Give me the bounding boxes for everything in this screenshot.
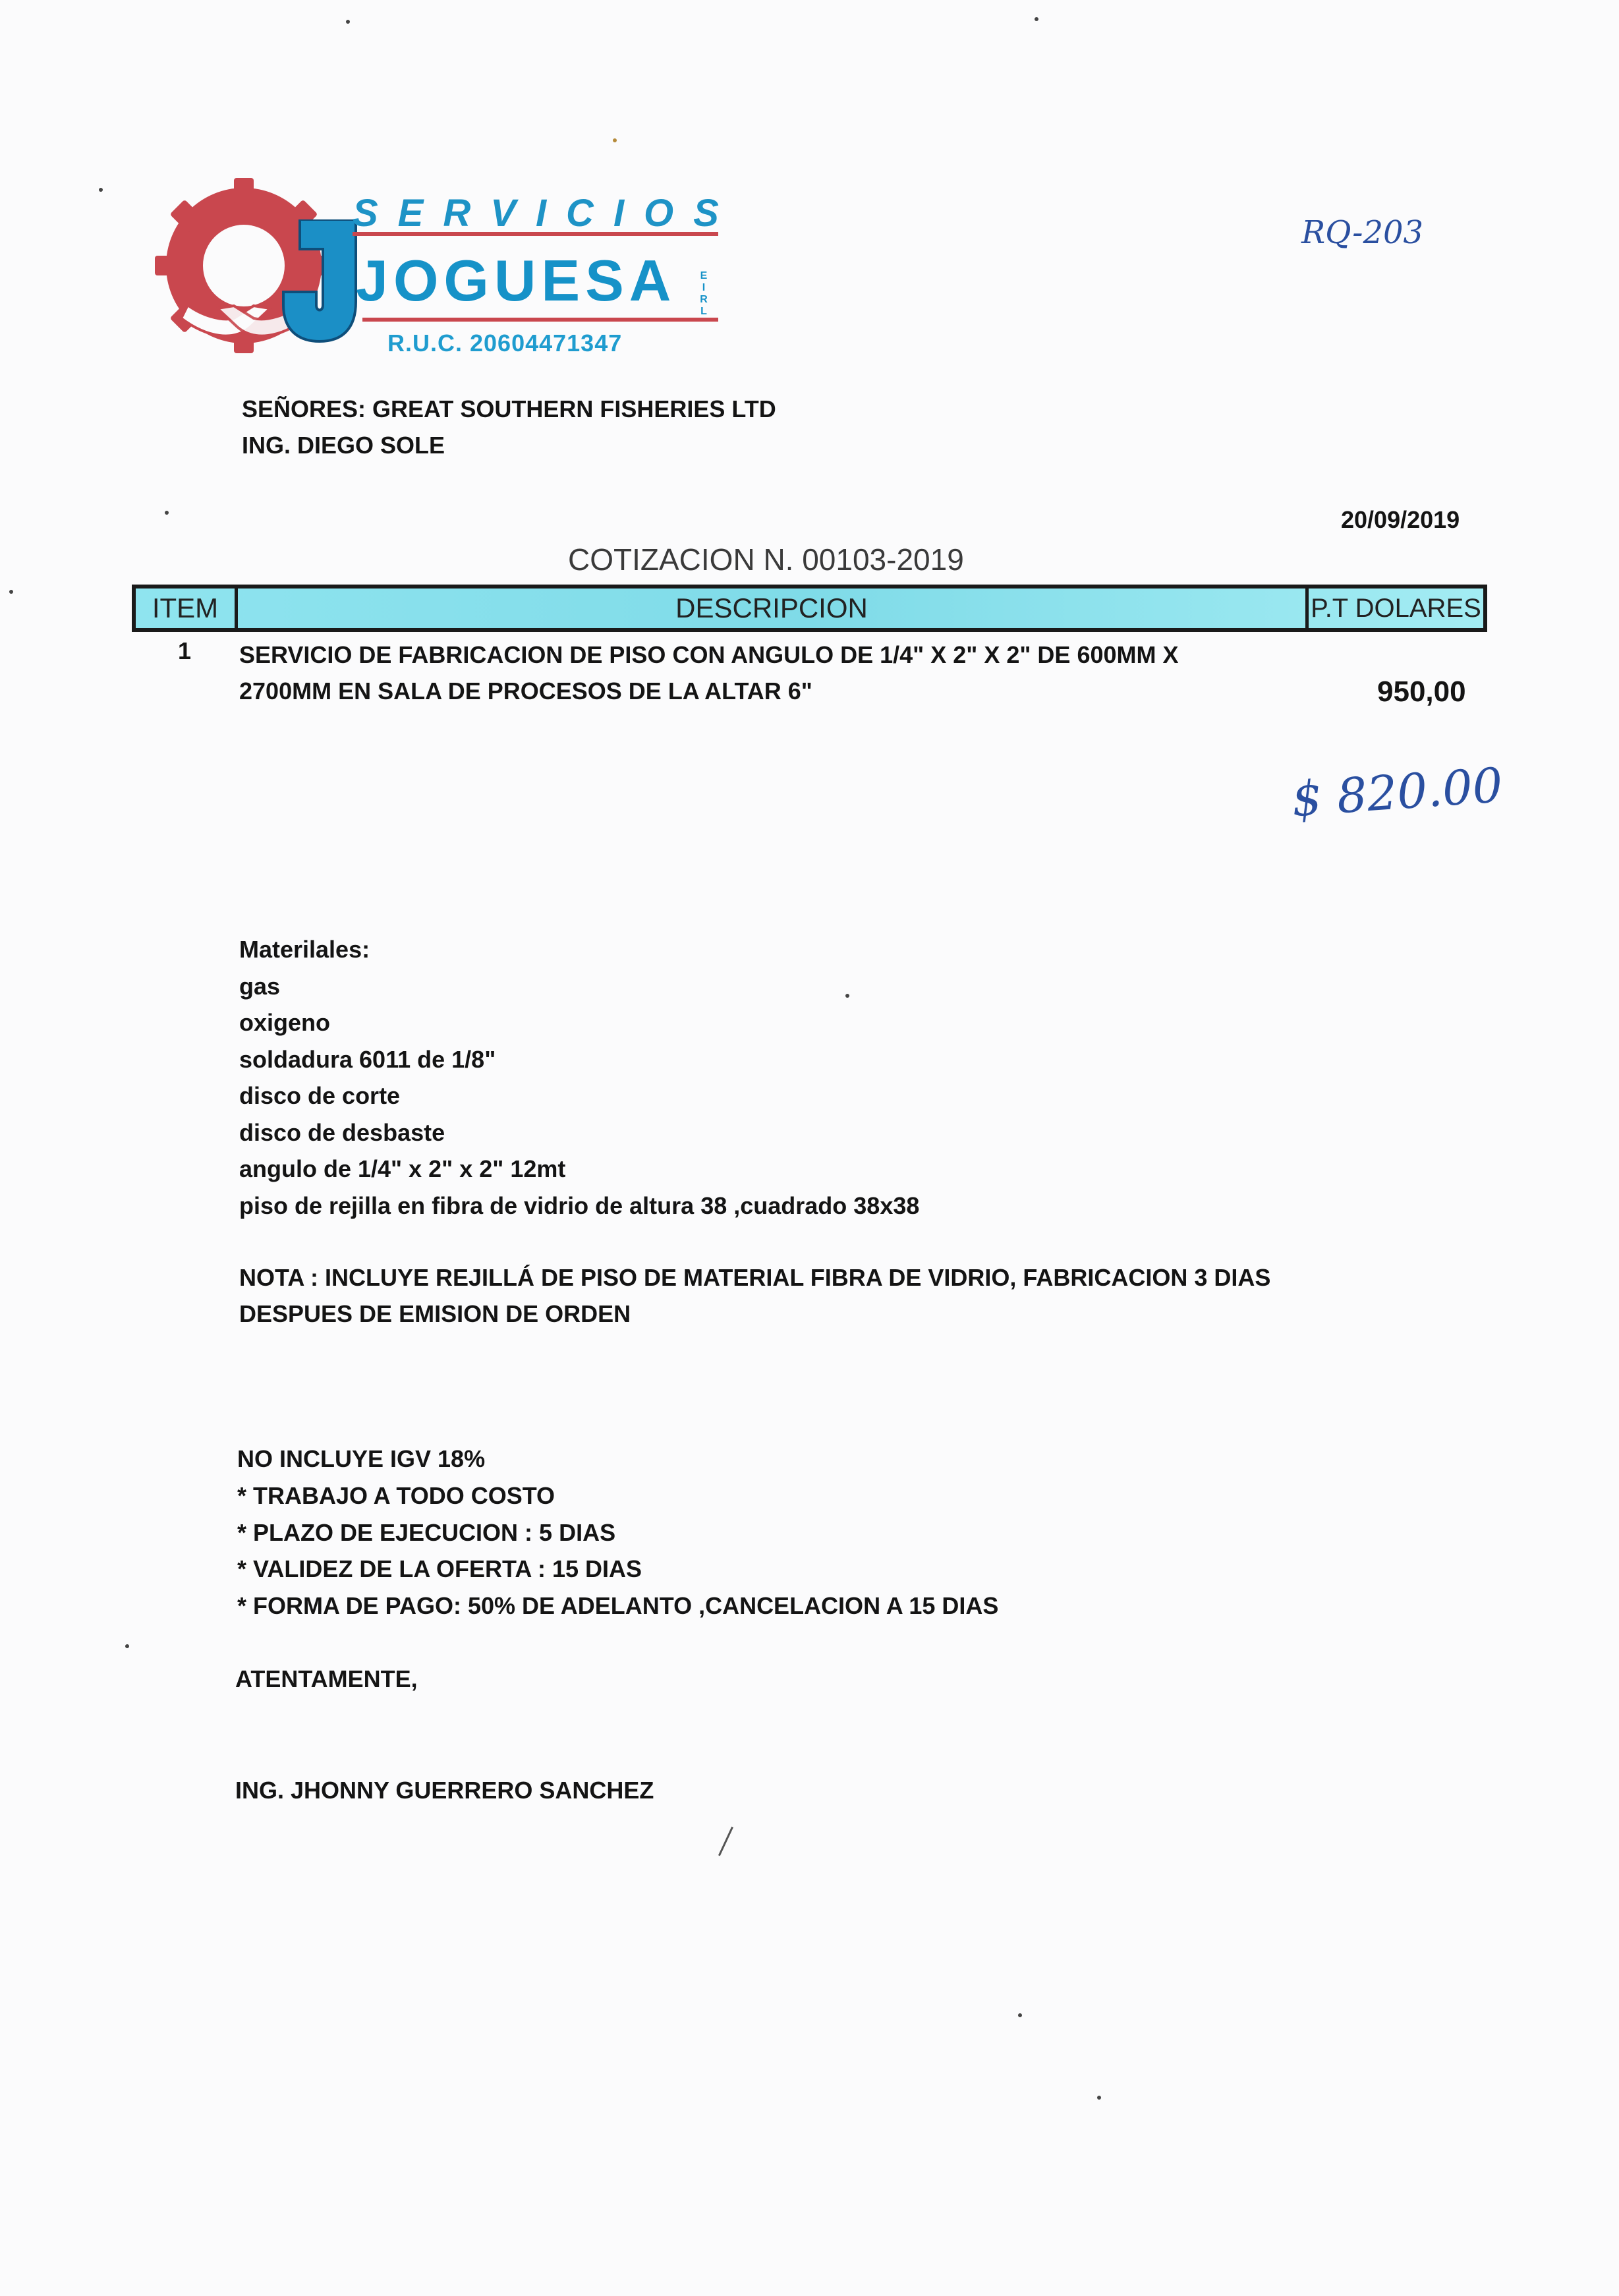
scan-speck [845,994,849,998]
list-item: disco de desbaste [239,1119,445,1146]
scan-speck [99,188,103,192]
list-item: angulo de 1/4" x 2" x 2" 12mt [239,1155,566,1182]
company-logo [135,177,739,368]
note-line: DESPUES DE EMISION DE ORDEN [239,1300,631,1327]
column-header-price: P.T DOLARES [1311,594,1481,623]
list-item: piso de rejilla en fibra de vidrio de altura 38 ,cuadrado 38x38 [239,1192,920,1219]
list-item: oxigeno [239,1009,331,1036]
scan-speck [1097,2096,1101,2100]
scan-speck [1035,17,1038,21]
note-line: NOTA : INCLUYE REJILLÁ DE PISO DE MATERIAL FIBRA DE VIDRIO, FABRICACION 3 DIAS [239,1264,1271,1291]
row-description-line: SERVICIO DE FABRICACION DE PISO CON ANGULO DE 1/4" X 2" X 2" DE 600MM X [239,641,1179,668]
logo-ruc: R.U.C. 20604471347 [387,330,623,357]
handwritten-price: $ 820.00 [1290,757,1505,828]
list-item: * FORMA DE PAGO: 50% DE ADELANTO ,CANCELACION A 15 DIAS [237,1592,999,1619]
quote-date: 20/09/2019 [1341,506,1460,533]
pen-mark [718,1827,733,1856]
list-item: * PLAZO DE EJECUCION : 5 DIAS [237,1519,616,1546]
list-item: * VALIDEZ DE LA OFERTA : 15 DIAS [237,1555,642,1582]
quote-title: COTIZACION N. 00103-2019 [568,542,964,577]
materials-heading: Materilales: [239,936,370,963]
logo-j-mark [280,219,359,345]
table-header [132,585,1487,632]
list-item: * TRABAJO A TODO COSTO [237,1482,555,1509]
scan-speck [1018,2013,1022,2017]
addressee-contact: ING. DIEGO SOLE [242,432,445,459]
scan-speck [9,590,13,594]
scan-speck [613,138,617,142]
list-item: NO INCLUYE IGV 18% [237,1445,486,1472]
logo-servicios-text: SERVICIOS [353,192,739,235]
column-header-description: DESCRIPCION [675,592,868,623]
logo-company-name: JOGUESA [356,248,677,313]
column-header-item: ITEM [152,592,219,623]
addressee-line: SEÑORES: GREAT SOUTHERN FISHERIES LTD [242,395,776,422]
logo-stripe [362,318,718,322]
scan-speck [125,1644,129,1648]
scan-speck [346,20,350,24]
row-item-number: 1 [178,637,192,664]
signatory-name: ING. JHONNY GUERRERO SANCHEZ [235,1777,654,1804]
list-item: disco de corte [239,1082,401,1109]
row-description-line: 2700MM EN SALA DE PROCESOS DE LA ALTAR 6" [239,677,812,704]
list-item: gas [239,973,281,1000]
logo-eirl-text: E I R L [700,270,708,317]
scan-speck [165,511,169,515]
row-price: 950,00 [1377,675,1466,708]
handwritten-reference: RQ-203 [1301,214,1424,251]
closing-text: ATENTAMENTE, [235,1665,418,1692]
list-item: soldadura 6011 de 1/8" [239,1046,496,1073]
